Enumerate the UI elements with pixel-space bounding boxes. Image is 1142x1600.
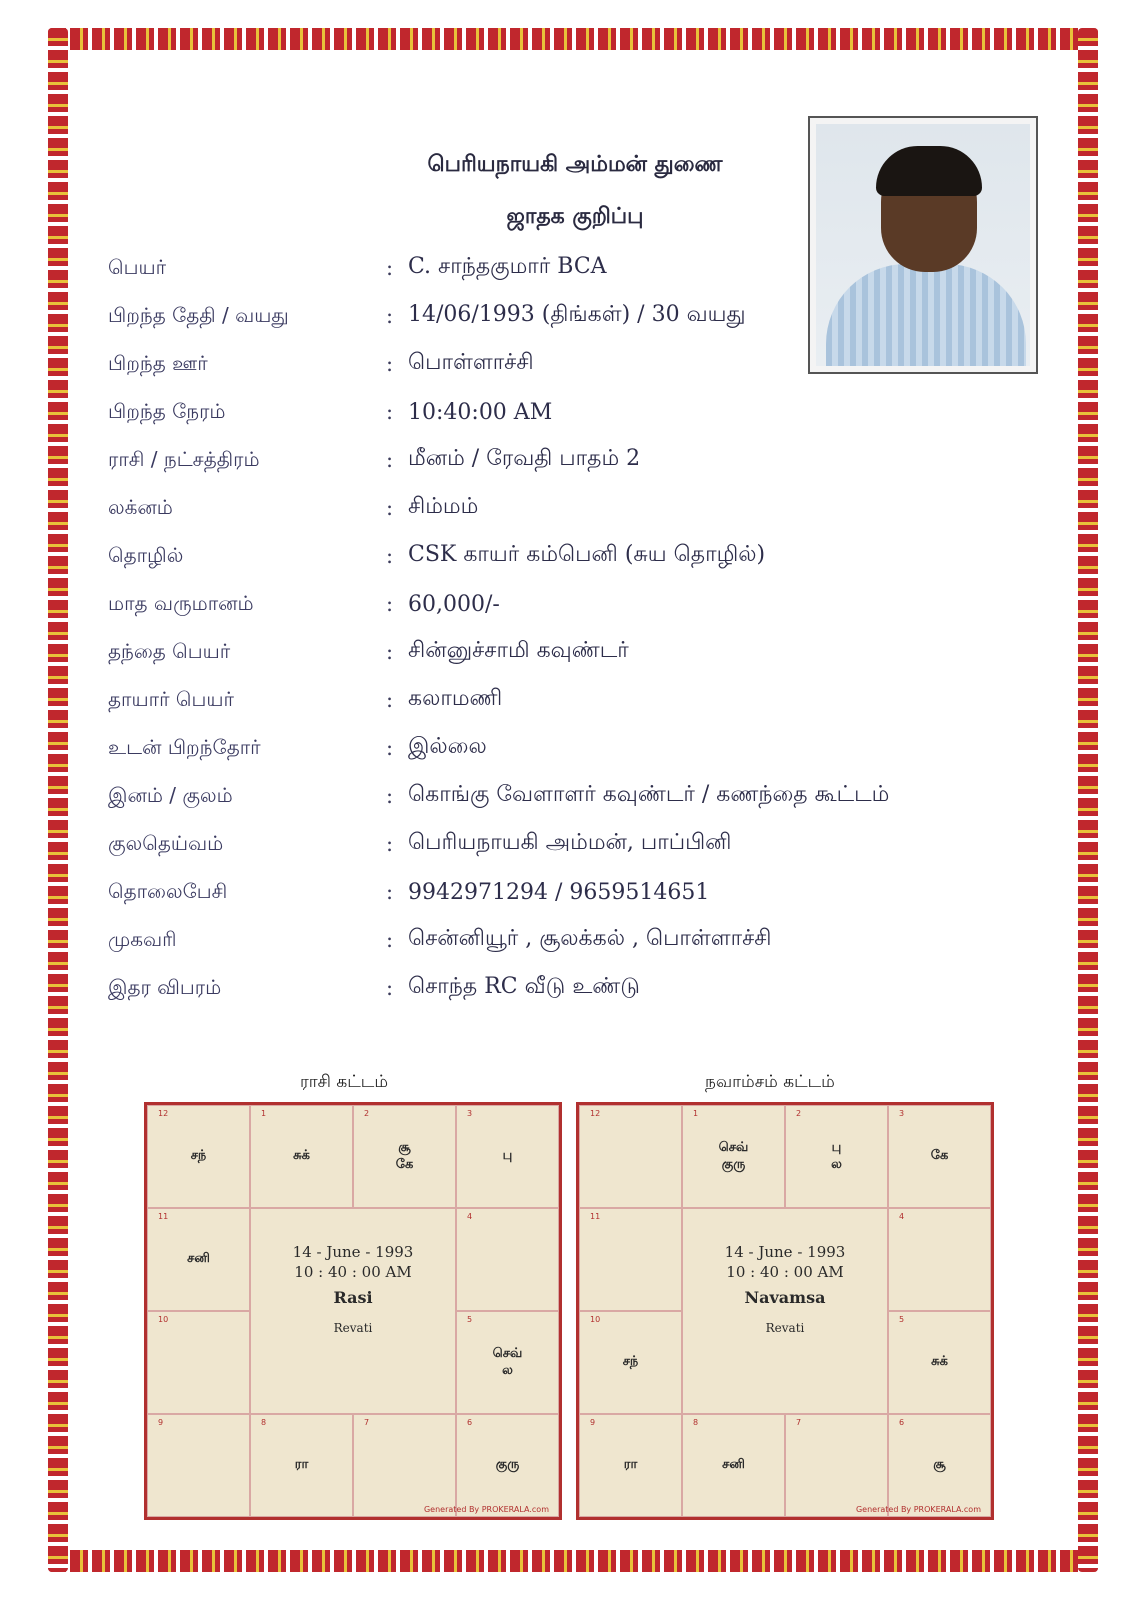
field-colon: : [386,256,394,280]
field-label: இதர விபரம் [108,974,222,999]
rasi-house-4: 4 [456,1208,559,1311]
rasi-house-6: 6 குரு [456,1414,559,1517]
rasi-house-8: 8 ரா [250,1414,353,1517]
field-value: சென்னியூர் , சூலக்கல் , பொள்ளாச்சி [408,926,772,951]
navamsa-house-8: 8 சனி [682,1414,785,1517]
field-row-community [108,776,1008,816]
field-row-deity [108,824,1008,864]
chart-date: 14 - June - 1993 [292,1243,414,1261]
field-colon: : [386,784,394,808]
navamsa-house-10: 10 சந் [579,1311,682,1414]
navamsa-chart-heading: நவாம்சம் கட்டம் [705,1072,835,1092]
field-row-occupation [108,536,1008,576]
field-value: 9942971294 / 9659514651 [408,879,710,905]
chart-star: Revati [333,1321,373,1335]
field-row-father [108,632,1008,672]
field-row-lagnam [108,488,1008,528]
field-value: CSK காயர் கம்பெனி (சுய தொழில்) [408,542,766,567]
blessing-heading: பெரியநாயகி அம்மன் துணை [427,152,723,177]
field-value: கொங்கு வேளாளர் கவுண்டர் / கணந்தை கூட்டம் [408,782,890,807]
navamsa-house-3: 3 கே [888,1105,991,1208]
navamsa-chart [576,1102,994,1520]
field-value: இல்லை [408,734,487,759]
chart-date: 14 - June - 1993 [724,1243,846,1261]
rasi-house-5: 5 செவ் ல [456,1311,559,1414]
rasi-chart-heading: ராசி கட்டம் [300,1072,388,1092]
field-colon: : [386,640,394,664]
field-label: பிறந்த ஊர் [108,350,208,375]
navamsa-house-5: 5 சுக் [888,1311,991,1414]
rasi-house-9: 9 [147,1414,250,1517]
decorative-border-left [48,28,68,1572]
rasi-house-12: 12 சந் [147,1105,250,1208]
field-row-birthtime [108,392,1008,432]
field-row-mother [108,680,1008,720]
field-value: மீனம் / ரேவதி பாதம் 2 [408,446,641,471]
field-row-rasi [108,440,1008,480]
field-row-dob [108,296,1008,336]
field-label: பிறந்த நேரம் [108,398,226,423]
field-label: தந்தை பெயர் [108,638,231,663]
field-colon: : [386,880,394,904]
navamsa-house-1: 1 செவ் குரு [682,1105,785,1208]
field-value: பொள்ளாச்சி [408,350,534,375]
field-label: தாயார் பெயர் [108,686,234,711]
field-label: பிறந்த தேதி / வயது [108,302,289,327]
chart-time: 10 : 40 : 00 AM [726,1262,844,1281]
field-label: பெயர் [108,254,167,279]
navamsa-house-6: 6 சூ [888,1414,991,1517]
field-colon: : [386,976,394,1000]
chart-type: Navamsa [744,1288,826,1307]
field-colon: : [386,688,394,712]
rasi-house-11: 11 சனி [147,1208,250,1311]
rasi-house-3: 3 பு [456,1105,559,1208]
field-value: 60,000/- [408,591,500,617]
navamsa-house-12: 12 [579,1105,682,1208]
field-row-birthplace [108,344,1008,384]
field-value: 14/06/1993 (திங்கள்) / 30 வயது [408,302,746,327]
navamsa-chart-center [682,1208,888,1414]
field-colon: : [386,736,394,760]
rasi-house-10: 10 [147,1311,250,1414]
field-value: சின்னுச்சாமி கவுண்டர் [408,638,629,663]
rasi-house-1: 1 சுக் [250,1105,353,1208]
field-row-address [108,920,1008,960]
field-value: 10:40:00 AM [408,399,553,425]
field-colon: : [386,832,394,856]
field-label: இனம் / குலம் [108,782,233,807]
field-label: தொலைபேசி [108,878,228,903]
chart-footer: Generated By PROKERALA.com [855,1505,981,1514]
field-colon: : [386,400,394,424]
navamsa-house-7: 7 [785,1414,888,1517]
chart-type: Rasi [333,1288,373,1307]
navamsa-house-2: 2 பு ல [785,1105,888,1208]
field-colon: : [386,496,394,520]
decorative-border-top [48,28,1098,50]
rasi-house-7: 7 [353,1414,456,1517]
field-value: கலாமணி [408,686,503,711]
field-value: சொந்த RC வீடு உண்டு [408,974,640,999]
rasi-chart-center [250,1208,456,1414]
page-title: ஜாதக குறிப்பு [506,204,644,229]
field-colon: : [386,448,394,472]
decorative-border-bottom [48,1550,1098,1572]
field-label: உடன் பிறந்தோர் [108,734,261,759]
field-row-phone [108,872,1008,912]
field-label: முகவரி [108,926,177,951]
field-label: குலதெய்வம் [108,830,224,855]
navamsa-house-9: 9 ரா [579,1414,682,1517]
field-value: C. சாந்தகுமார் BCA [408,254,607,279]
field-colon: : [386,304,394,328]
field-value: பெரியநாயகி அம்மன், பாப்பினி [408,830,732,855]
navamsa-house-11: 11 [579,1208,682,1311]
field-row-other [108,968,1008,1008]
field-label: மாத வருமானம் [108,590,254,615]
field-value: சிம்மம் [408,494,479,519]
field-colon: : [386,928,394,952]
rasi-chart [144,1102,562,1520]
field-label: லக்னம் [108,494,173,519]
field-colon: : [386,544,394,568]
navamsa-house-4: 4 [888,1208,991,1311]
field-row-name [108,248,1008,288]
field-row-siblings [108,728,1008,768]
field-colon: : [386,592,394,616]
field-label: ராசி / நட்சத்திரம் [108,446,260,471]
field-colon: : [386,352,394,376]
decorative-border-right [1078,28,1098,1572]
field-label: தொழில் [108,542,184,567]
field-row-income [108,584,1008,624]
chart-footer: Generated By PROKERALA.com [423,1505,549,1514]
rasi-house-2: 2 சூ கே [353,1105,456,1208]
chart-time: 10 : 40 : 00 AM [294,1262,412,1281]
chart-star: Revati [765,1321,805,1335]
